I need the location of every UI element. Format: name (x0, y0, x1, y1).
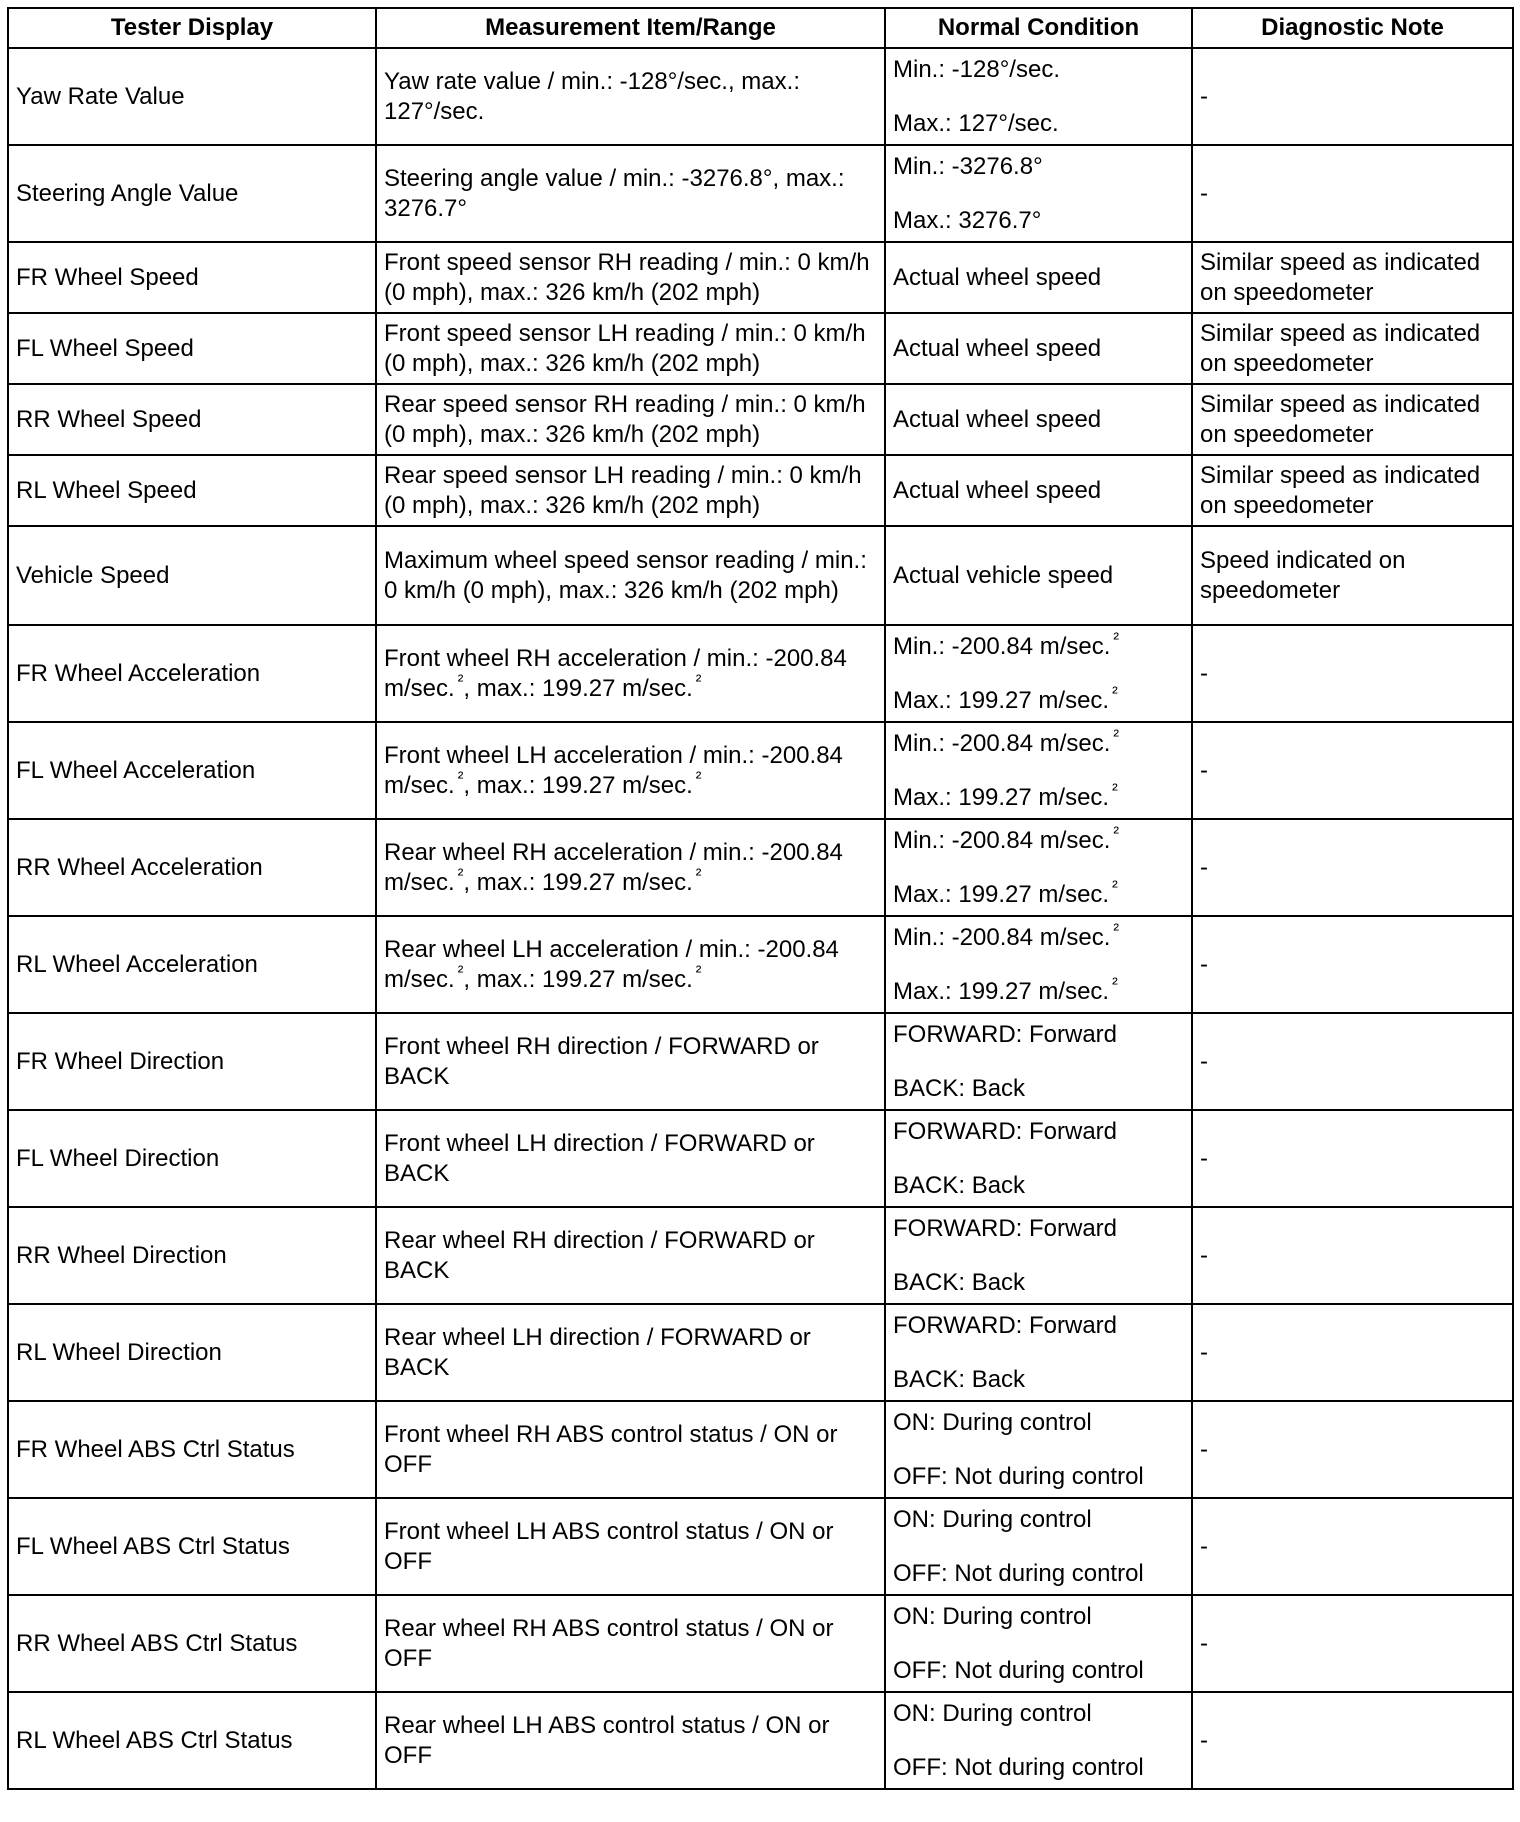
normal-condition-line: BACK: Back (893, 1268, 1026, 1296)
normal-condition-line: Min.: -3276.8° (893, 152, 1043, 180)
normal-condition-line: Max.: 199.27 m/sec. $^{^2}$ (893, 876, 1118, 908)
normal-condition-line: Actual vehicle speed (893, 561, 1114, 589)
normal-condition-line: OFF: Not during control (893, 1462, 1144, 1490)
normal-condition-line: OFF: Not during control (893, 1656, 1144, 1684)
table-row (8, 455, 1513, 526)
cell-measurement-range: Front wheel LH ABS control status / ON or OFF (376, 1498, 885, 1595)
cell-tester-display: RR Wheel Speed (8, 384, 376, 455)
cell-measurement-range: Rear wheel LH acceleration / min.: -200.84 m/sec. $^{^2}$, max.: 199.27 m/sec. $^{^2}$ (376, 916, 885, 1013)
cell-tester-display: RL Wheel ABS Ctrl Status (8, 1692, 376, 1789)
cell-normal-condition (885, 145, 1192, 242)
cell-tester-display: FL Wheel ABS Ctrl Status (8, 1498, 376, 1595)
table-row (8, 1692, 1513, 1789)
normal-condition-line: ON: During control (893, 1602, 1092, 1630)
normal-condition-line: BACK: Back (893, 1171, 1026, 1199)
normal-condition-line: OFF: Not during control (893, 1753, 1144, 1781)
cell-normal-condition (885, 1013, 1192, 1110)
cell-measurement-range: Maximum wheel speed sensor reading / min.: 0 km/h (0 mph), max.: 326 km/h (202 mph) (376, 526, 885, 625)
cell-diagnostic-note: - (1192, 722, 1513, 819)
table-row (8, 916, 1513, 1013)
normal-condition-line: BACK: Back (893, 1365, 1026, 1393)
table-row (8, 48, 1513, 145)
header-normal-condition: Normal Condition (885, 8, 1192, 48)
cell-measurement-range: Front wheel RH direction / FORWARD or BACK (376, 1013, 885, 1110)
normal-condition-line: ON: During control (893, 1699, 1092, 1727)
cell-tester-display: Vehicle Speed (8, 526, 376, 625)
cell-normal-condition (885, 1595, 1192, 1692)
cell-measurement-range: Rear wheel LH direction / FORWARD or BACK (376, 1304, 885, 1401)
cell-tester-display: RL Wheel Acceleration (8, 916, 376, 1013)
table-row (8, 526, 1513, 625)
cell-tester-display: Yaw Rate Value (8, 48, 376, 145)
cell-normal-condition (885, 242, 1192, 313)
table-header-row (8, 8, 1513, 48)
cell-normal-condition (885, 48, 1192, 145)
cell-diagnostic-note: - (1192, 1110, 1513, 1207)
cell-tester-display: FR Wheel ABS Ctrl Status (8, 1401, 376, 1498)
cell-diagnostic-note: - (1192, 145, 1513, 242)
table-row (8, 1110, 1513, 1207)
tester-data-table (7, 7, 1514, 1790)
cell-measurement-range: Rear wheel RH ABS control status / ON or OFF (376, 1595, 885, 1692)
cell-tester-display: FR Wheel Direction (8, 1013, 376, 1110)
normal-condition-line: Min.: -200.84 m/sec. $^{^2}$ (893, 628, 1120, 660)
table-row (8, 1498, 1513, 1595)
normal-condition-line: Actual wheel speed (893, 263, 1102, 291)
cell-normal-condition (885, 1207, 1192, 1304)
cell-tester-display: RR Wheel Direction (8, 1207, 376, 1304)
cell-tester-display: RL Wheel Direction (8, 1304, 376, 1401)
table-row (8, 1013, 1513, 1110)
cell-tester-display: FL Wheel Acceleration (8, 722, 376, 819)
normal-condition-line: Max.: 199.27 m/sec. $^{^2}$ (893, 779, 1118, 811)
cell-measurement-range: Rear speed sensor LH reading / min.: 0 km/h (0 mph), max.: 326 km/h (202 mph) (376, 455, 885, 526)
table-row (8, 242, 1513, 313)
cell-normal-condition (885, 819, 1192, 916)
normal-condition-line: FORWARD: Forward (893, 1214, 1118, 1242)
cell-measurement-range: Yaw rate value / min.: -128°/sec., max.: 127°/sec. (376, 48, 885, 145)
table-row (8, 1595, 1513, 1692)
cell-diagnostic-note: - (1192, 1498, 1513, 1595)
table-row (8, 1401, 1513, 1498)
cell-diagnostic-note: - (1192, 1595, 1513, 1692)
cell-diagnostic-note: - (1192, 1692, 1513, 1789)
header-diagnostic-note: Diagnostic Note (1192, 8, 1513, 48)
cell-normal-condition (885, 722, 1192, 819)
normal-condition-line: FORWARD: Forward (893, 1311, 1118, 1339)
cell-tester-display: RR Wheel Acceleration (8, 819, 376, 916)
cell-measurement-range: Rear wheel RH direction / FORWARD or BACK (376, 1207, 885, 1304)
cell-diagnostic-note: - (1192, 1207, 1513, 1304)
cell-normal-condition (885, 625, 1192, 722)
cell-normal-condition (885, 1110, 1192, 1207)
cell-normal-condition (885, 526, 1192, 625)
cell-measurement-range: Front wheel LH acceleration / min.: -200.84 m/sec. $^{^2}$, max.: 199.27 m/sec. $^{^2}$ (376, 722, 885, 819)
header-measurement-item: Measurement Item/Range (376, 8, 885, 48)
normal-condition-line: ON: During control (893, 1408, 1092, 1436)
header-tester-display: Tester Display (8, 8, 376, 48)
cell-normal-condition (885, 1401, 1192, 1498)
normal-condition-line: Actual wheel speed (893, 476, 1102, 504)
table-row (8, 1304, 1513, 1401)
table-row (8, 313, 1513, 384)
cell-tester-display: RL Wheel Speed (8, 455, 376, 526)
cell-measurement-range: Rear wheel LH ABS control status / ON or OFF (376, 1692, 885, 1789)
normal-condition-line: ON: During control (893, 1505, 1092, 1533)
cell-diagnostic-note: - (1192, 1304, 1513, 1401)
cell-normal-condition (885, 384, 1192, 455)
cell-normal-condition (885, 1498, 1192, 1595)
normal-condition-line: Max.: 127°/sec. (893, 109, 1059, 137)
cell-normal-condition (885, 916, 1192, 1013)
table-row (8, 384, 1513, 455)
cell-diagnostic-note: - (1192, 48, 1513, 145)
normal-condition-line: Max.: 3276.7° (893, 206, 1042, 234)
table-row (8, 722, 1513, 819)
normal-condition-line: FORWARD: Forward (893, 1020, 1118, 1048)
cell-diagnostic-note: Similar speed as indicated on speedometer (1192, 313, 1513, 384)
cell-tester-display: FL Wheel Direction (8, 1110, 376, 1207)
normal-condition-line: Max.: 199.27 m/sec. $^{^2}$ (893, 973, 1118, 1005)
cell-diagnostic-note: Similar speed as indicated on speedometer (1192, 384, 1513, 455)
normal-condition-line: Min.: -200.84 m/sec. $^{^2}$ (893, 919, 1120, 951)
cell-normal-condition (885, 313, 1192, 384)
cell-diagnostic-note: - (1192, 625, 1513, 722)
cell-diagnostic-note: - (1192, 1401, 1513, 1498)
cell-measurement-range: Rear wheel RH acceleration / min.: -200.84 m/sec. $^{^2}$, max.: 199.27 m/sec. $^{^2}$ (376, 819, 885, 916)
cell-measurement-range: Front speed sensor RH reading / min.: 0 km/h (0 mph), max.: 326 km/h (202 mph) (376, 242, 885, 313)
cell-measurement-range: Front wheel LH direction / FORWARD or BACK (376, 1110, 885, 1207)
cell-tester-display: FL Wheel Speed (8, 313, 376, 384)
cell-measurement-range: Rear speed sensor RH reading / min.: 0 km/h (0 mph), max.: 326 km/h (202 mph) (376, 384, 885, 455)
cell-normal-condition (885, 455, 1192, 526)
cell-measurement-range: Front speed sensor LH reading / min.: 0 km/h (0 mph), max.: 326 km/h (202 mph) (376, 313, 885, 384)
table-row (8, 1207, 1513, 1304)
table-row (8, 819, 1513, 916)
cell-measurement-range: Front wheel RH acceleration / min.: -200.84 m/sec. $^{^2}$, max.: 199.27 m/sec. $^{^2}$ (376, 625, 885, 722)
cell-measurement-range: Steering angle value / min.: -3276.8°, max.: 3276.7° (376, 145, 885, 242)
cell-normal-condition (885, 1692, 1192, 1789)
cell-diagnostic-note: - (1192, 916, 1513, 1013)
cell-tester-display: FR Wheel Speed (8, 242, 376, 313)
cell-tester-display: Steering Angle Value (8, 145, 376, 242)
cell-measurement-range: Front wheel RH ABS control status / ON or OFF (376, 1401, 885, 1498)
normal-condition-line: Min.: -200.84 m/sec. $^{^2}$ (893, 822, 1120, 854)
cell-diagnostic-note: Similar speed as indicated on speedometer (1192, 242, 1513, 313)
cell-diagnostic-note: Similar speed as indicated on speedometer (1192, 455, 1513, 526)
normal-condition-line: OFF: Not during control (893, 1559, 1144, 1587)
cell-diagnostic-note: - (1192, 819, 1513, 916)
cell-tester-display: RR Wheel ABS Ctrl Status (8, 1595, 376, 1692)
normal-condition-line: Min.: -200.84 m/sec. $^{^2}$ (893, 725, 1120, 757)
normal-condition-line: Min.: -128°/sec. (893, 55, 1060, 83)
cell-normal-condition (885, 1304, 1192, 1401)
cell-diagnostic-note: - (1192, 1013, 1513, 1110)
table-row (8, 145, 1513, 242)
cell-tester-display: FR Wheel Acceleration (8, 625, 376, 722)
table-row (8, 625, 1513, 722)
normal-condition-line: BACK: Back (893, 1074, 1026, 1102)
normal-condition-line: Max.: 199.27 m/sec. $^{^2}$ (893, 682, 1118, 714)
normal-condition-line: Actual wheel speed (893, 405, 1102, 433)
normal-condition-line: Actual wheel speed (893, 334, 1102, 362)
cell-diagnostic-note: Speed indicated on speedometer (1192, 526, 1513, 625)
normal-condition-line: FORWARD: Forward (893, 1117, 1118, 1145)
